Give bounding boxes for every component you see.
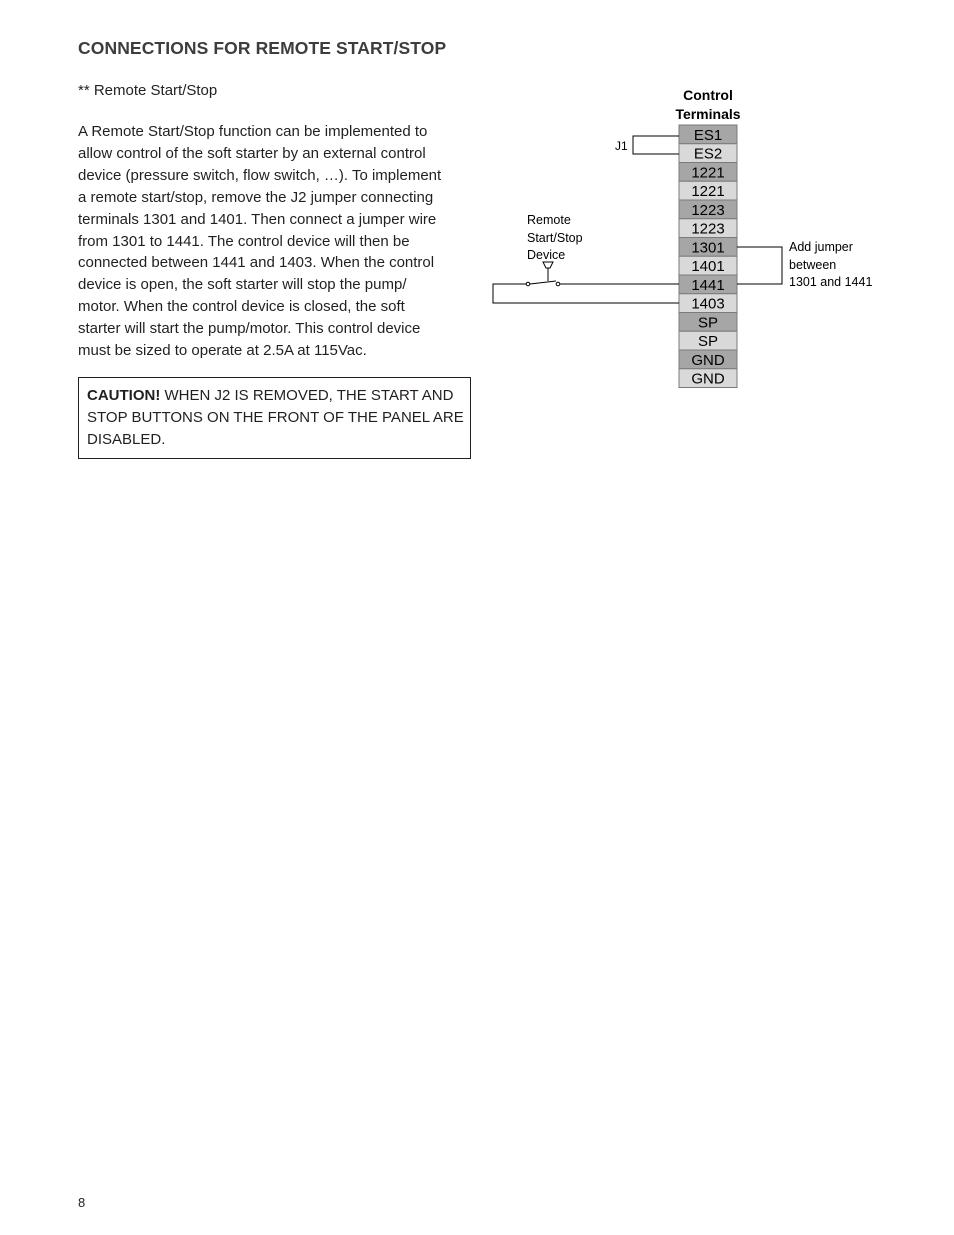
switch-symbol — [526, 262, 560, 286]
terminal-block — [679, 125, 737, 388]
caution-line — [87, 385, 462, 407]
j1-label: J1 — [615, 139, 628, 153]
jumper-label: 1301 and 1441 — [789, 275, 873, 289]
device-label: Device — [527, 248, 566, 262]
terminal-label: GND — [691, 370, 725, 388]
terminal-label: 1221 — [691, 183, 725, 200]
body-line: a remote start/stop, remove the J2 jumper connecting — [78, 188, 434, 206]
jumper-label: between — [789, 258, 837, 272]
terminal-label: SP — [697, 314, 719, 332]
body-line: terminals 1301 and 1401. Then connect a jumper wire — [78, 210, 437, 228]
body-line: from 1301 to 1441. The control device will then be — [78, 232, 410, 250]
j1-jumper-wire — [633, 136, 679, 154]
device-label: Remote — [527, 213, 571, 227]
jumper-label: Add jumper — [789, 240, 853, 254]
device-wire-1403 — [493, 284, 679, 303]
terminal-label: 1301 — [691, 239, 725, 257]
diagram-title: Control — [683, 87, 733, 103]
section-heading: CONNECTIONS FOR REMOTE START/STOP — [78, 38, 447, 58]
terminal-label: SP — [697, 333, 719, 350]
diagram-title: Terminals — [675, 106, 741, 122]
subheading: ** Remote Start/Stop — [78, 82, 218, 99]
body-line: starter will start the pump/motor. This control device — [78, 320, 421, 338]
caution-text: WHEN J2 IS REMOVED, THE START AND — [160, 387, 454, 404]
body-line: device is open, the soft starter will stop the pump/ — [78, 276, 407, 294]
added-jumper-wire — [737, 247, 782, 284]
page-number: 8 — [78, 1195, 86, 1210]
terminal-label: 1221 — [691, 164, 725, 182]
terminal-label: 1401 — [691, 258, 725, 275]
caution-line: DISABLED. — [87, 431, 166, 448]
terminal-label: 1403 — [691, 295, 725, 313]
body-line: motor. When the control device is closed, the soft — [78, 298, 405, 316]
terminal-label: ES2 — [693, 145, 723, 163]
body-line: device (pressure switch, flow switch, …). To implement — [78, 166, 442, 184]
body-line: must be sized to operate at 2.5A at 115Vac. — [78, 342, 367, 360]
body-paragraph — [78, 121, 468, 362]
terminal-label: 1223 — [691, 220, 725, 238]
body-line: allow control of the soft starter by an external control — [78, 144, 426, 162]
wiring-diagram — [480, 80, 900, 400]
terminal-label: 1441 — [691, 276, 725, 294]
caution-label: CAUTION! — [87, 387, 161, 404]
terminal-label: GND — [691, 351, 725, 369]
caution-line: STOP BUTTONS ON THE FRONT OF THE PANEL ARE — [87, 409, 464, 426]
caution-box — [78, 377, 471, 459]
device-label: Start/Stop — [527, 231, 583, 245]
terminal-label: ES1 — [693, 126, 723, 144]
body-line: connected between 1441 and 1403. When the control — [78, 254, 435, 272]
terminal-label: 1223 — [691, 201, 725, 219]
body-line: A Remote Start/Stop function can be implemented to — [78, 123, 428, 140]
